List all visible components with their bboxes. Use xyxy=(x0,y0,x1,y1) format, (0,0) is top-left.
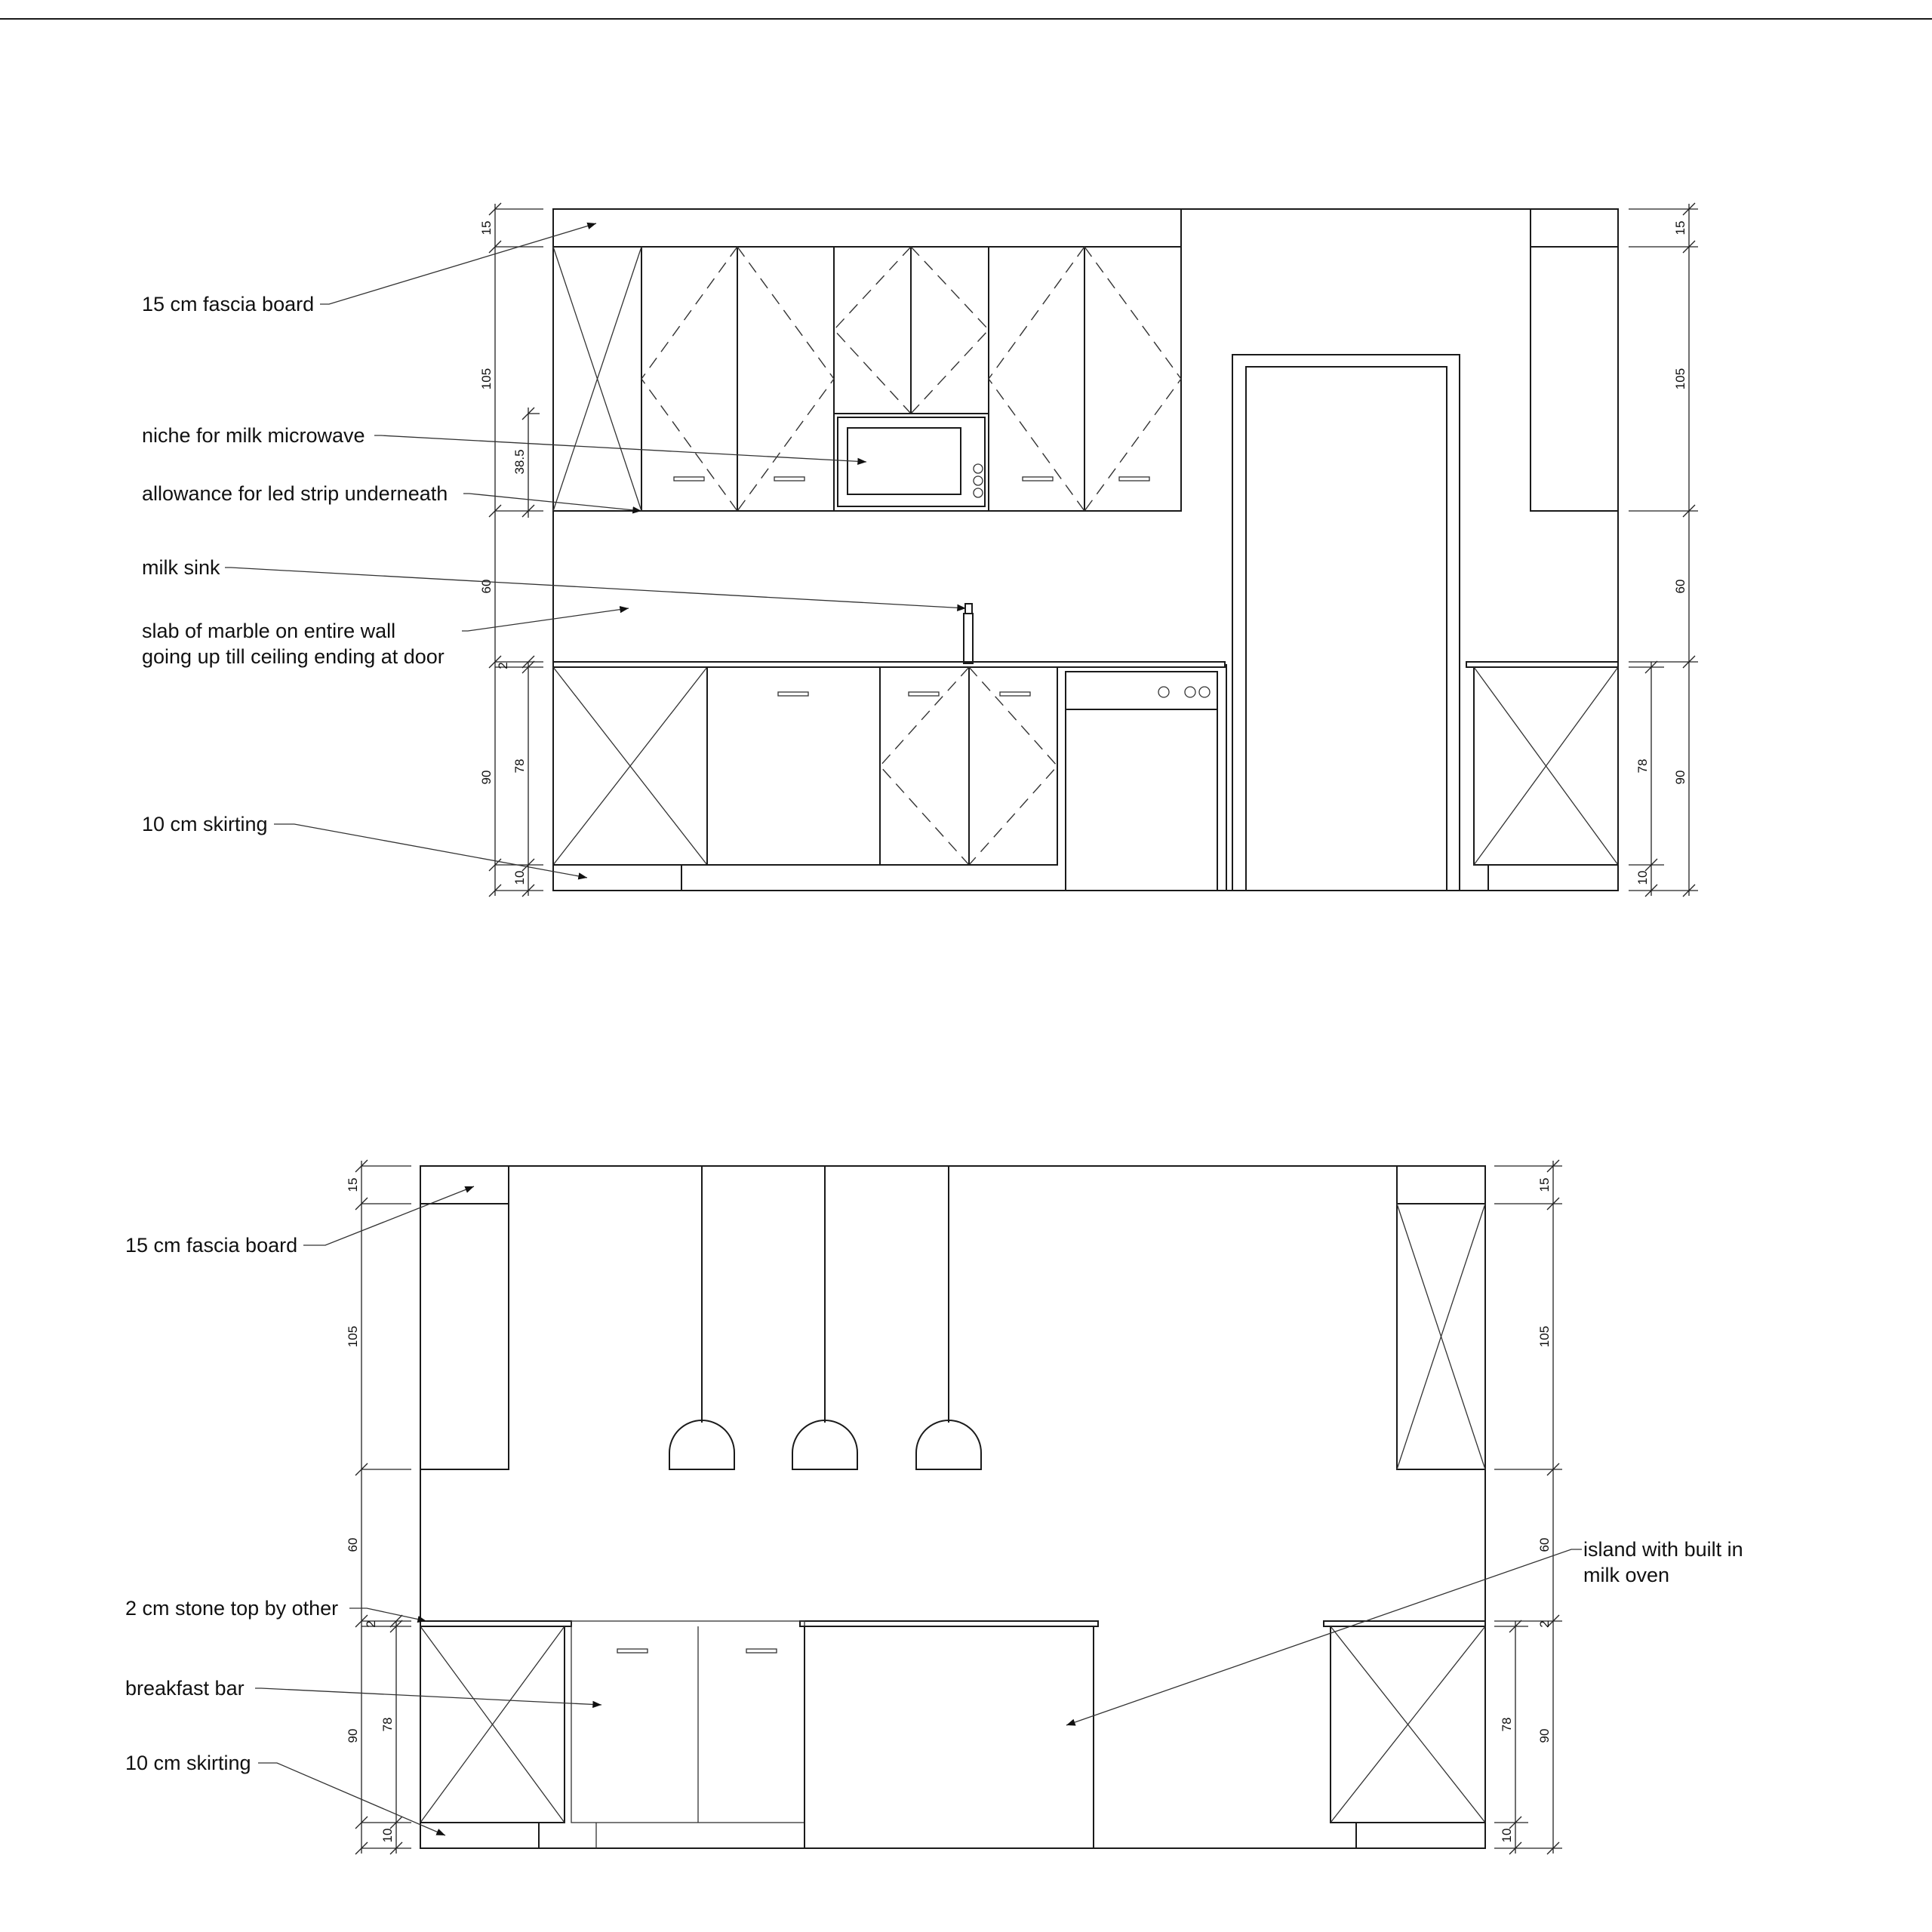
base-cabinets-2 xyxy=(420,1621,1485,1848)
label-fascia-2: 15 cm fascia board xyxy=(125,1234,298,1257)
dim-text: 38.5 xyxy=(512,449,527,475)
dim-text: 90 xyxy=(1673,770,1687,785)
label-marble-2: going up till ceiling ending at door xyxy=(142,645,445,668)
dimension-right xyxy=(1629,203,1698,897)
countertop xyxy=(553,662,1618,667)
dim-text: 15 xyxy=(479,220,494,235)
dim-text: 90 xyxy=(1537,1728,1552,1743)
dim-text: 15 xyxy=(346,1177,360,1192)
dim-text: 10 xyxy=(1635,870,1650,885)
upper-cabinets xyxy=(553,247,1181,511)
label-sink: milk sink xyxy=(142,556,220,579)
door xyxy=(1226,355,1460,891)
dim-text: 60 xyxy=(1537,1537,1552,1552)
dim-text: 105 xyxy=(1537,1325,1552,1348)
dim-text: 10 xyxy=(380,1828,395,1843)
dim-text: 60 xyxy=(479,579,494,594)
label-island-1: island with built in xyxy=(1583,1538,1743,1561)
elevation-2 xyxy=(125,1160,1743,1854)
upper-cabinets-2 xyxy=(420,1204,1485,1469)
dimension-left xyxy=(489,203,543,897)
label-skirting: 10 cm skirting xyxy=(142,813,268,835)
dim-text: 90 xyxy=(479,770,494,785)
dim-text: 60 xyxy=(1673,579,1687,594)
dim-text: 60 xyxy=(346,1537,360,1552)
fascia-board-2 xyxy=(420,1166,1485,1204)
dim-text: 78 xyxy=(380,1717,395,1732)
dim-text: 10 xyxy=(1500,1828,1514,1843)
pendant-lights xyxy=(669,1166,981,1469)
wall-outline xyxy=(553,209,1618,891)
dim-text: 78 xyxy=(512,758,527,774)
wall-outline-2 xyxy=(420,1166,1485,1848)
skirting xyxy=(553,865,1618,891)
dim-text: 15 xyxy=(1537,1177,1552,1192)
right-upper-cabinet xyxy=(1531,247,1618,511)
dim-text: 2 xyxy=(364,1620,378,1628)
annotations-2 xyxy=(125,1186,1743,1835)
dim-text: 78 xyxy=(1635,758,1650,774)
dim-text: 78 xyxy=(1500,1717,1514,1732)
label-island-2: milk oven xyxy=(1583,1564,1670,1586)
dimension-right-2 xyxy=(1494,1160,1562,1854)
elevation-1 xyxy=(142,203,1698,897)
label-niche: niche for milk microwave xyxy=(142,424,365,447)
sink-tap xyxy=(964,604,973,663)
base-cabinets xyxy=(553,667,1618,891)
label-stone: 2 cm stone top by other xyxy=(125,1597,339,1620)
label-led: allowance for led strip underneath xyxy=(142,482,448,505)
label-breakfast: breakfast bar xyxy=(125,1677,245,1700)
dim-text: 105 xyxy=(1673,368,1687,390)
dimension-left-2 xyxy=(355,1160,411,1854)
dim-text: 90 xyxy=(346,1728,360,1743)
dim-text: 105 xyxy=(479,368,494,390)
dim-text: 105 xyxy=(346,1325,360,1348)
dim-text: 10 xyxy=(512,870,527,885)
dim-text: 2 xyxy=(1537,1620,1552,1628)
label-fascia: 15 cm fascia board xyxy=(142,293,315,315)
label-skirting-2: 10 cm skirting xyxy=(125,1752,251,1774)
dim-text: 2 xyxy=(496,662,510,669)
microwave xyxy=(834,414,989,511)
countertops-2 xyxy=(420,1621,1485,1626)
label-marble-1: slab of marble on entire wall xyxy=(142,620,396,642)
dim-text: 15 xyxy=(1673,220,1687,235)
fascia-board xyxy=(553,209,1618,247)
